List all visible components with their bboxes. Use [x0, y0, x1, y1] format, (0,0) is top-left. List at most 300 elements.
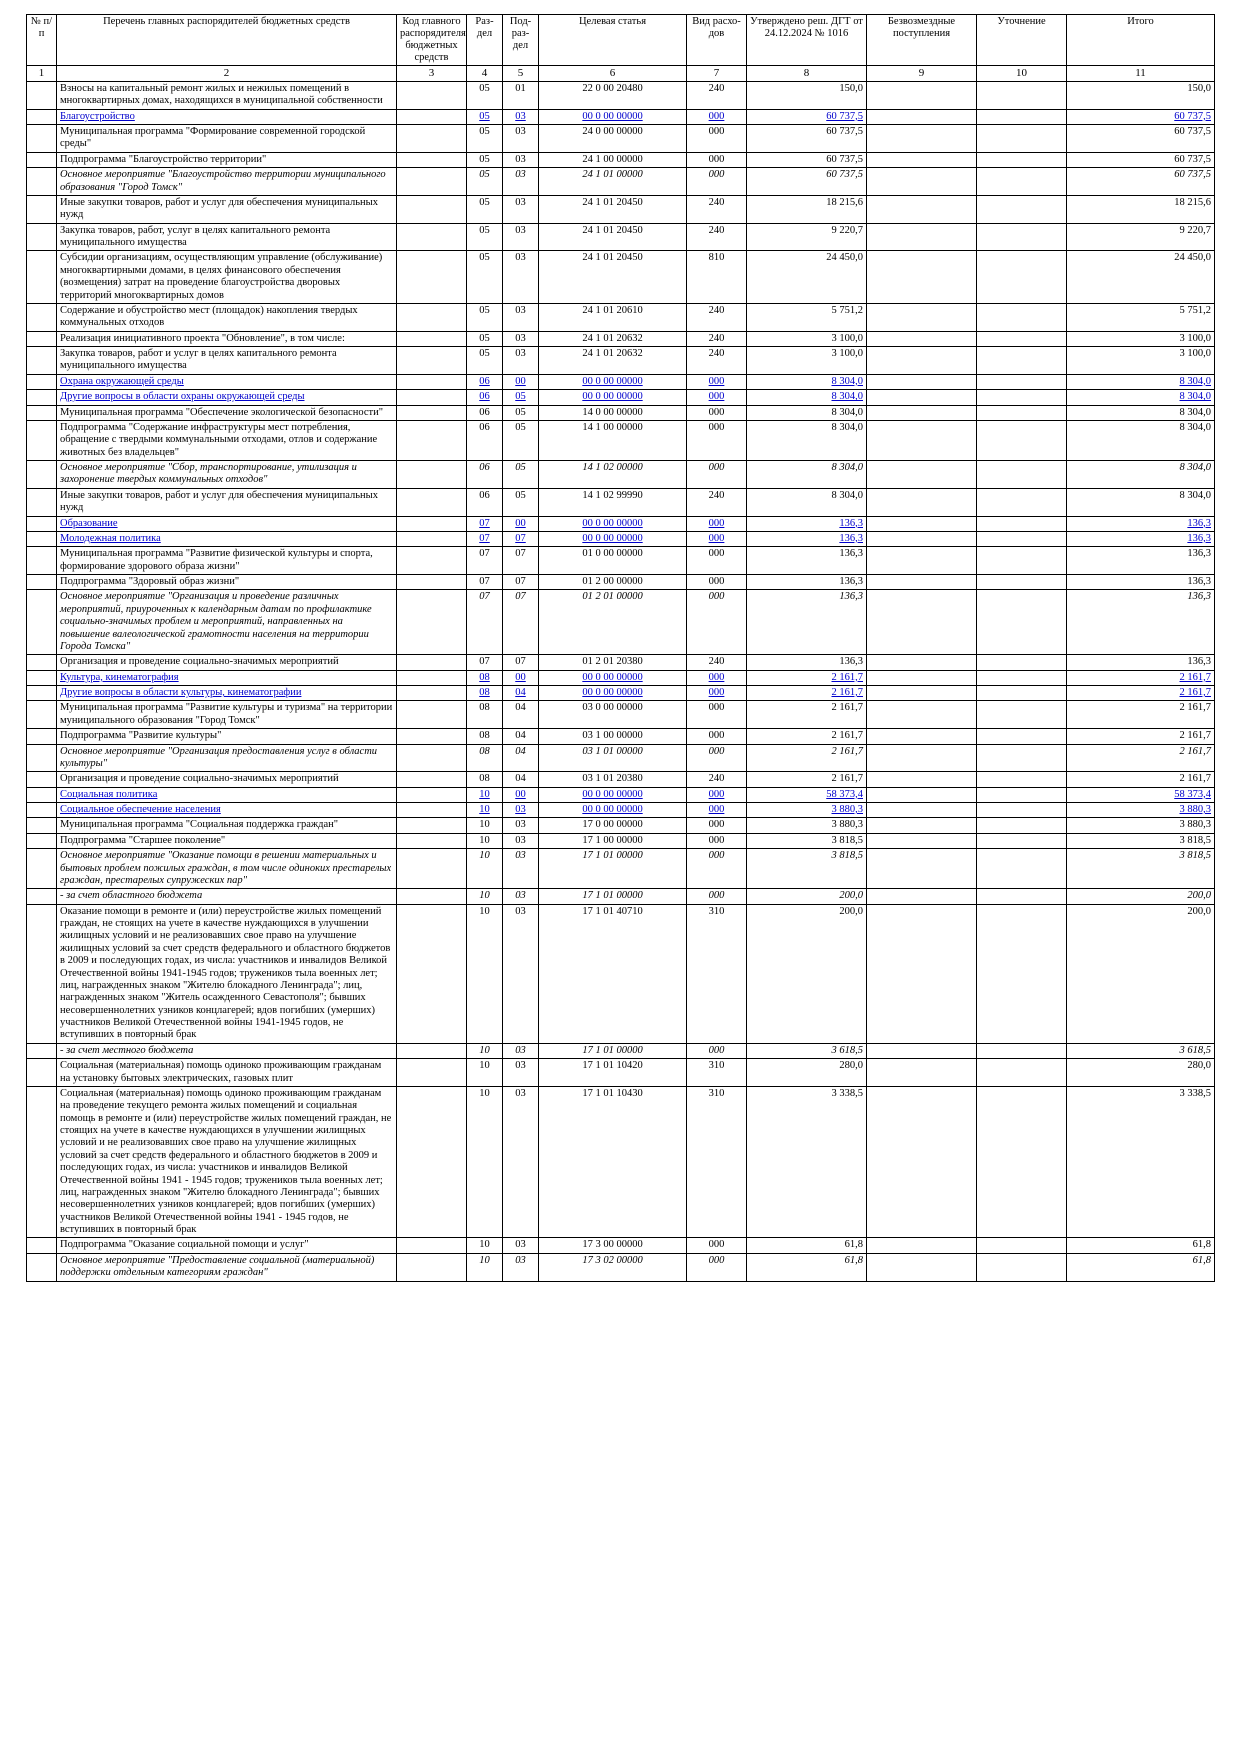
row-code	[397, 833, 467, 848]
row-celevaya: 00 0 00 00000	[539, 390, 687, 405]
row-celevaya: 03 1 00 00000	[539, 729, 687, 744]
header-num-7: 7	[687, 66, 747, 82]
row-itogo: 18 215,6	[1067, 195, 1215, 223]
row-razdel: 10	[467, 1253, 503, 1281]
row-code	[397, 803, 467, 818]
row-itogo: 60 737,5	[1067, 109, 1215, 124]
row-razdel: 08	[467, 772, 503, 787]
row-number	[27, 833, 57, 848]
row-number	[27, 701, 57, 729]
row-itogo: 136,3	[1067, 547, 1215, 575]
row-number	[27, 223, 57, 251]
table-row	[27, 109, 1215, 124]
row-itogo: 2 161,7	[1067, 729, 1215, 744]
row-podrazdel: 07	[503, 590, 539, 655]
row-podrazdel: 03	[503, 833, 539, 848]
header-num-9: 9	[867, 66, 977, 82]
row-razdel: 05	[467, 251, 503, 304]
row-code	[397, 787, 467, 802]
header-cell-utverzhdeno: Утверждено реш. ДГТ от 24.12.2024 № 1016	[747, 15, 867, 66]
row-name: Социальная (материальная) помощь одиноко проживающим гражданам на установку бытовых электрических, газовых плит	[57, 1059, 397, 1087]
row-number	[27, 889, 57, 904]
header-row	[27, 15, 1215, 66]
row-vid: 000	[687, 729, 747, 744]
row-utverzhdeno: 60 737,5	[747, 125, 867, 153]
table-row	[27, 787, 1215, 802]
row-bezvozmezdnye	[867, 590, 977, 655]
row-utverzhdeno: 60 737,5	[747, 168, 867, 196]
row-vid: 810	[687, 251, 747, 304]
row-itogo: 61,8	[1067, 1253, 1215, 1281]
row-podrazdel: 03	[503, 195, 539, 223]
row-code	[397, 347, 467, 375]
row-celevaya: 24 1 01 20450	[539, 223, 687, 251]
row-celevaya: 17 0 00 00000	[539, 818, 687, 833]
row-code	[397, 1238, 467, 1253]
row-podrazdel: 03	[503, 125, 539, 153]
header-cell-podrazdel: Под-раз-дел	[503, 15, 539, 66]
row-celevaya: 22 0 00 20480	[539, 81, 687, 109]
row-celevaya: 00 0 00 00000	[539, 516, 687, 531]
row-razdel: 10	[467, 818, 503, 833]
row-itogo: 24 450,0	[1067, 251, 1215, 304]
row-razdel: 08	[467, 744, 503, 772]
row-bezvozmezdnye	[867, 904, 977, 1043]
row-bezvozmezdnye	[867, 374, 977, 389]
row-number	[27, 516, 57, 531]
row-name: Реализация инициативного проекта "Обновление", в том числе:	[57, 331, 397, 346]
row-podrazdel: 03	[503, 223, 539, 251]
row-bezvozmezdnye	[867, 331, 977, 346]
row-number	[27, 125, 57, 153]
row-vid: 310	[687, 904, 747, 1043]
row-itogo: 58 373,4	[1067, 787, 1215, 802]
row-number	[27, 803, 57, 818]
row-podrazdel: 03	[503, 347, 539, 375]
row-podrazdel: 03	[503, 849, 539, 889]
row-itogo: 200,0	[1067, 904, 1215, 1043]
row-celevaya: 24 1 01 20450	[539, 195, 687, 223]
row-vid: 000	[687, 516, 747, 531]
row-utverzhdeno: 8 304,0	[747, 420, 867, 460]
table-row	[27, 701, 1215, 729]
row-celevaya: 24 1 00 00000	[539, 152, 687, 167]
row-itogo: 8 304,0	[1067, 374, 1215, 389]
row-podrazdel: 03	[503, 889, 539, 904]
row-utverzhdeno: 2 161,7	[747, 772, 867, 787]
row-bezvozmezdnye	[867, 347, 977, 375]
row-bezvozmezdnye	[867, 670, 977, 685]
row-bezvozmezdnye	[867, 818, 977, 833]
row-vid: 000	[687, 547, 747, 575]
row-itogo: 60 737,5	[1067, 125, 1215, 153]
row-celevaya: 03 1 01 00000	[539, 744, 687, 772]
row-number	[27, 818, 57, 833]
row-celevaya: 17 1 01 00000	[539, 889, 687, 904]
row-itogo: 136,3	[1067, 575, 1215, 590]
row-podrazdel: 01	[503, 81, 539, 109]
row-code	[397, 729, 467, 744]
row-bezvozmezdnye	[867, 655, 977, 670]
row-podrazdel: 05	[503, 405, 539, 420]
row-name: Культура, кинематография	[57, 670, 397, 685]
row-name: Подпрограмма "Содержание инфраструктуры мест потребления, обращение с твердыми коммунальными отходами, отлов и содержание животных без владельцев"	[57, 420, 397, 460]
header-num-8: 8	[747, 66, 867, 82]
row-utochnenie	[977, 152, 1067, 167]
row-name: Содержание и обустройство мест (площадок) накопления твердых коммунальных отходов	[57, 303, 397, 331]
row-code	[397, 516, 467, 531]
row-utverzhdeno: 8 304,0	[747, 405, 867, 420]
row-number	[27, 461, 57, 489]
row-vid: 000	[687, 849, 747, 889]
row-vid: 000	[687, 818, 747, 833]
row-podrazdel: 03	[503, 251, 539, 304]
row-utverzhdeno: 2 161,7	[747, 729, 867, 744]
row-vid: 000	[687, 374, 747, 389]
header-number-row	[27, 66, 1215, 82]
row-utochnenie	[977, 833, 1067, 848]
row-bezvozmezdnye	[867, 547, 977, 575]
row-number	[27, 390, 57, 405]
row-utochnenie	[977, 195, 1067, 223]
row-utverzhdeno: 3 880,3	[747, 803, 867, 818]
row-number	[27, 347, 57, 375]
row-code	[397, 488, 467, 516]
row-podrazdel: 03	[503, 109, 539, 124]
row-itogo: 2 161,7	[1067, 744, 1215, 772]
row-razdel: 06	[467, 374, 503, 389]
row-celevaya: 00 0 00 00000	[539, 787, 687, 802]
row-number	[27, 1043, 57, 1058]
row-bezvozmezdnye	[867, 744, 977, 772]
row-celevaya: 17 1 01 00000	[539, 1043, 687, 1058]
row-utverzhdeno: 8 304,0	[747, 374, 867, 389]
row-name: Другие вопросы в области культуры, кинематографии	[57, 686, 397, 701]
row-celevaya: 00 0 00 00000	[539, 686, 687, 701]
row-number	[27, 1086, 57, 1238]
row-number	[27, 547, 57, 575]
row-utochnenie	[977, 405, 1067, 420]
row-code	[397, 109, 467, 124]
row-itogo: 60 737,5	[1067, 152, 1215, 167]
row-number	[27, 590, 57, 655]
table-row	[27, 1043, 1215, 1058]
row-itogo: 8 304,0	[1067, 461, 1215, 489]
row-razdel: 07	[467, 575, 503, 590]
row-celevaya: 14 1 02 00000	[539, 461, 687, 489]
row-vid: 240	[687, 347, 747, 375]
row-utochnenie	[977, 787, 1067, 802]
row-number	[27, 787, 57, 802]
row-utochnenie	[977, 686, 1067, 701]
row-name: Взносы на капитальный ремонт жилых и нежилых помещений в многоквартирных домах, находящихся в муниципальной собственности	[57, 81, 397, 109]
row-number	[27, 488, 57, 516]
row-vid: 000	[687, 1043, 747, 1058]
row-itogo: 150,0	[1067, 81, 1215, 109]
row-podrazdel: 00	[503, 516, 539, 531]
row-code	[397, 701, 467, 729]
row-name: Муниципальная программа "Социальная поддержка граждан"	[57, 818, 397, 833]
row-vid: 240	[687, 195, 747, 223]
row-itogo: 3 880,3	[1067, 818, 1215, 833]
row-utverzhdeno: 136,3	[747, 575, 867, 590]
row-number	[27, 744, 57, 772]
row-utochnenie	[977, 701, 1067, 729]
row-razdel: 06	[467, 420, 503, 460]
row-utverzhdeno: 61,8	[747, 1238, 867, 1253]
row-razdel: 10	[467, 889, 503, 904]
row-name: Основное мероприятие "Сбор, транспортирование, утилизация и захоронение твердых коммунальных отходов"	[57, 461, 397, 489]
row-itogo: 8 304,0	[1067, 420, 1215, 460]
row-podrazdel: 04	[503, 772, 539, 787]
row-itogo: 136,3	[1067, 531, 1215, 546]
row-bezvozmezdnye	[867, 1253, 977, 1281]
row-number	[27, 655, 57, 670]
row-utverzhdeno: 8 304,0	[747, 488, 867, 516]
row-utverzhdeno: 60 737,5	[747, 109, 867, 124]
row-utverzhdeno: 58 373,4	[747, 787, 867, 802]
row-razdel: 08	[467, 686, 503, 701]
row-code	[397, 420, 467, 460]
row-utochnenie	[977, 461, 1067, 489]
row-code	[397, 374, 467, 389]
row-code	[397, 1253, 467, 1281]
row-itogo: 9 220,7	[1067, 223, 1215, 251]
row-name: Организация и проведение социально-значимых мероприятий	[57, 772, 397, 787]
row-name: Субсидии организациям, осуществляющим управление (обслуживание) многоквартирными домами, в целях финансового обеспечения (возмещения) затрат на проведение благоустройства дворовых территорий многоквартирных домов	[57, 251, 397, 304]
table-row	[27, 488, 1215, 516]
row-podrazdel: 03	[503, 1059, 539, 1087]
row-podrazdel: 03	[503, 1086, 539, 1238]
row-utverzhdeno: 2 161,7	[747, 686, 867, 701]
row-utverzhdeno: 280,0	[747, 1059, 867, 1087]
row-name: Основное мероприятие "Предоставление социальной (материальной) поддержки отдельным категориям граждан"	[57, 1253, 397, 1281]
row-itogo: 2 161,7	[1067, 670, 1215, 685]
row-code	[397, 590, 467, 655]
row-bezvozmezdnye	[867, 168, 977, 196]
row-code	[397, 670, 467, 685]
row-utochnenie	[977, 803, 1067, 818]
header-num-10: 10	[977, 66, 1067, 82]
row-utochnenie	[977, 420, 1067, 460]
row-razdel: 05	[467, 223, 503, 251]
table-row	[27, 531, 1215, 546]
row-vid: 310	[687, 1059, 747, 1087]
table-row	[27, 655, 1215, 670]
row-utverzhdeno: 200,0	[747, 889, 867, 904]
row-code	[397, 331, 467, 346]
row-name: Социальная (материальная) помощь одиноко проживающим гражданам на проведение текущего ремонта жилых помещений и социальная помощь в ремонте и (или) переустройстве жилых помещений граждан, не стоящих на учете в качестве нуждающихся в улучшении жилищных условий и не реализовавших свое право на улучшение жилищных условий за счет средств федерального и областного бюджетов в 2009 и последующих годах, из числа: участников и инвалидов Великой Отечественной войны 1941 - 1945 годов; тружеников тыла военных лет; лиц, награжденных знаком "Жителю блокадного Ленинграда"; бывших несовершеннолетних узников концлагерей; вдов погибших (умерших) участников Великой Отечественной войны 1941 - 1945 годов, не вступивших в повторный брак	[57, 1086, 397, 1238]
row-number	[27, 772, 57, 787]
row-utochnenie	[977, 1059, 1067, 1087]
row-vid: 240	[687, 331, 747, 346]
row-number	[27, 195, 57, 223]
row-itogo: 61,8	[1067, 1238, 1215, 1253]
row-number	[27, 152, 57, 167]
row-razdel: 10	[467, 1238, 503, 1253]
row-code	[397, 575, 467, 590]
row-vid: 240	[687, 772, 747, 787]
row-vid: 000	[687, 405, 747, 420]
row-code	[397, 772, 467, 787]
row-name: Муниципальная программа "Обеспечение экологической безопасности"	[57, 405, 397, 420]
row-bezvozmezdnye	[867, 1238, 977, 1253]
row-code	[397, 461, 467, 489]
row-code	[397, 1043, 467, 1058]
table-row	[27, 331, 1215, 346]
row-itogo: 136,3	[1067, 655, 1215, 670]
row-utverzhdeno: 136,3	[747, 590, 867, 655]
row-vid: 000	[687, 420, 747, 460]
table-row	[27, 833, 1215, 848]
row-utochnenie	[977, 251, 1067, 304]
row-itogo: 136,3	[1067, 590, 1215, 655]
row-bezvozmezdnye	[867, 729, 977, 744]
row-code	[397, 531, 467, 546]
row-celevaya: 14 1 02 99990	[539, 488, 687, 516]
row-podrazdel: 03	[503, 152, 539, 167]
row-itogo: 60 737,5	[1067, 168, 1215, 196]
row-number	[27, 168, 57, 196]
row-code	[397, 889, 467, 904]
row-podrazdel: 00	[503, 670, 539, 685]
header-cell-code: Код главного распорядителя бюджетных средств	[397, 15, 467, 66]
row-bezvozmezdnye	[867, 516, 977, 531]
row-utverzhdeno: 61,8	[747, 1253, 867, 1281]
row-bezvozmezdnye	[867, 251, 977, 304]
row-name: Социальная политика	[57, 787, 397, 802]
row-utverzhdeno: 2 161,7	[747, 744, 867, 772]
row-vid: 000	[687, 590, 747, 655]
row-itogo: 3 100,0	[1067, 331, 1215, 346]
row-utverzhdeno: 3 100,0	[747, 347, 867, 375]
row-name: Оказание помощи в ремонте и (или) переустройстве жилых помещений граждан, не стоящих на учете в качестве нуждающихся в улучшении жилищных условий и не реализовавших свое право на улучшение жилищных условий за счет средств федерального и областного бюджетов в 2009 и последующих годах, из числа: участников и инвалидов Великой Отечественной войны 1941-1945 годов; тружеников тыла военных лет; лиц, награжденных знаком "Жителю блокадного Ленинграда"; лиц, награжденных знаком "Житель осажденного Севастополя"; бывших несовершеннолетних узников концлагерей; вдов погибших (умерших) участников Великой Отечественной войны 1941-1945 годов, не вступивших в повторный брак	[57, 904, 397, 1043]
table-row	[27, 547, 1215, 575]
row-utochnenie	[977, 1253, 1067, 1281]
row-razdel: 10	[467, 1086, 503, 1238]
row-bezvozmezdnye	[867, 461, 977, 489]
row-utverzhdeno: 3 818,5	[747, 833, 867, 848]
row-utochnenie	[977, 488, 1067, 516]
row-name: Основное мероприятие "Оказание помощи в решении материальных и бытовых проблем пожилых граждан, в том числе одиноких престарелых граждан, престарелых супружеских пар"	[57, 849, 397, 889]
row-bezvozmezdnye	[867, 195, 977, 223]
row-number	[27, 374, 57, 389]
row-name: - за счет областного бюджета	[57, 889, 397, 904]
row-bezvozmezdnye	[867, 833, 977, 848]
row-itogo: 2 161,7	[1067, 772, 1215, 787]
row-razdel: 05	[467, 125, 503, 153]
row-podrazdel: 04	[503, 744, 539, 772]
row-celevaya: 03 1 01 20380	[539, 772, 687, 787]
row-razdel: 05	[467, 109, 503, 124]
table-row	[27, 374, 1215, 389]
row-vid: 000	[687, 670, 747, 685]
row-name: Охрана окружающей среды	[57, 374, 397, 389]
row-name: - за счет местного бюджета	[57, 1043, 397, 1058]
row-number	[27, 1253, 57, 1281]
row-utochnenie	[977, 904, 1067, 1043]
row-name: Социальное обеспечение населения	[57, 803, 397, 818]
row-code	[397, 547, 467, 575]
table-row	[27, 1253, 1215, 1281]
row-celevaya: 17 1 01 10430	[539, 1086, 687, 1238]
row-code	[397, 223, 467, 251]
row-utverzhdeno: 5 751,2	[747, 303, 867, 331]
row-name: Подпрограмма "Развитие культуры"	[57, 729, 397, 744]
row-name: Подпрограмма "Оказание социальной помощи и услуг"	[57, 1238, 397, 1253]
row-podrazdel: 07	[503, 531, 539, 546]
row-code	[397, 168, 467, 196]
row-vid: 000	[687, 461, 747, 489]
row-celevaya: 17 3 00 00000	[539, 1238, 687, 1253]
row-utverzhdeno: 2 161,7	[747, 670, 867, 685]
table-row	[27, 81, 1215, 109]
row-itogo: 3 100,0	[1067, 347, 1215, 375]
row-celevaya: 03 0 00 00000	[539, 701, 687, 729]
row-itogo: 280,0	[1067, 1059, 1215, 1087]
row-name: Закупка товаров, работ, услуг в целях капитального ремонта муниципального имущества	[57, 223, 397, 251]
row-code	[397, 818, 467, 833]
row-name: Иные закупки товаров, работ и услуг для обеспечения муниципальных нужд	[57, 488, 397, 516]
row-podrazdel: 03	[503, 1043, 539, 1058]
table-row	[27, 670, 1215, 685]
header-cell-razdel: Раз-дел	[467, 15, 503, 66]
row-vid: 310	[687, 1086, 747, 1238]
row-utochnenie	[977, 109, 1067, 124]
table-row	[27, 125, 1215, 153]
row-celevaya: 00 0 00 00000	[539, 531, 687, 546]
row-podrazdel: 04	[503, 701, 539, 729]
table-row	[27, 772, 1215, 787]
row-utochnenie	[977, 1238, 1067, 1253]
row-vid: 000	[687, 531, 747, 546]
row-vid: 000	[687, 168, 747, 196]
row-podrazdel: 03	[503, 1238, 539, 1253]
row-number	[27, 729, 57, 744]
row-celevaya: 01 2 01 00000	[539, 590, 687, 655]
row-code	[397, 1059, 467, 1087]
row-razdel: 05	[467, 152, 503, 167]
table-row	[27, 590, 1215, 655]
row-utochnenie	[977, 849, 1067, 889]
row-vid: 000	[687, 803, 747, 818]
row-celevaya: 01 2 00 00000	[539, 575, 687, 590]
row-razdel: 05	[467, 303, 503, 331]
row-number	[27, 849, 57, 889]
row-razdel: 10	[467, 1059, 503, 1087]
table-row	[27, 516, 1215, 531]
row-razdel: 06	[467, 405, 503, 420]
row-utochnenie	[977, 670, 1067, 685]
row-bezvozmezdnye	[867, 1086, 977, 1238]
row-razdel: 06	[467, 461, 503, 489]
row-utochnenie	[977, 729, 1067, 744]
row-itogo: 8 304,0	[1067, 405, 1215, 420]
header-cell-itogo: Итого	[1067, 15, 1215, 66]
row-itogo: 3 338,5	[1067, 1086, 1215, 1238]
row-razdel: 07	[467, 547, 503, 575]
row-number	[27, 81, 57, 109]
row-vid: 000	[687, 125, 747, 153]
row-bezvozmezdnye	[867, 125, 977, 153]
header-num-1: 1	[27, 66, 57, 82]
row-celevaya: 14 0 00 00000	[539, 405, 687, 420]
row-podrazdel: 03	[503, 303, 539, 331]
row-celevaya: 01 0 00 00000	[539, 547, 687, 575]
row-celevaya: 24 1 01 20632	[539, 347, 687, 375]
row-bezvozmezdnye	[867, 701, 977, 729]
row-utochnenie	[977, 516, 1067, 531]
